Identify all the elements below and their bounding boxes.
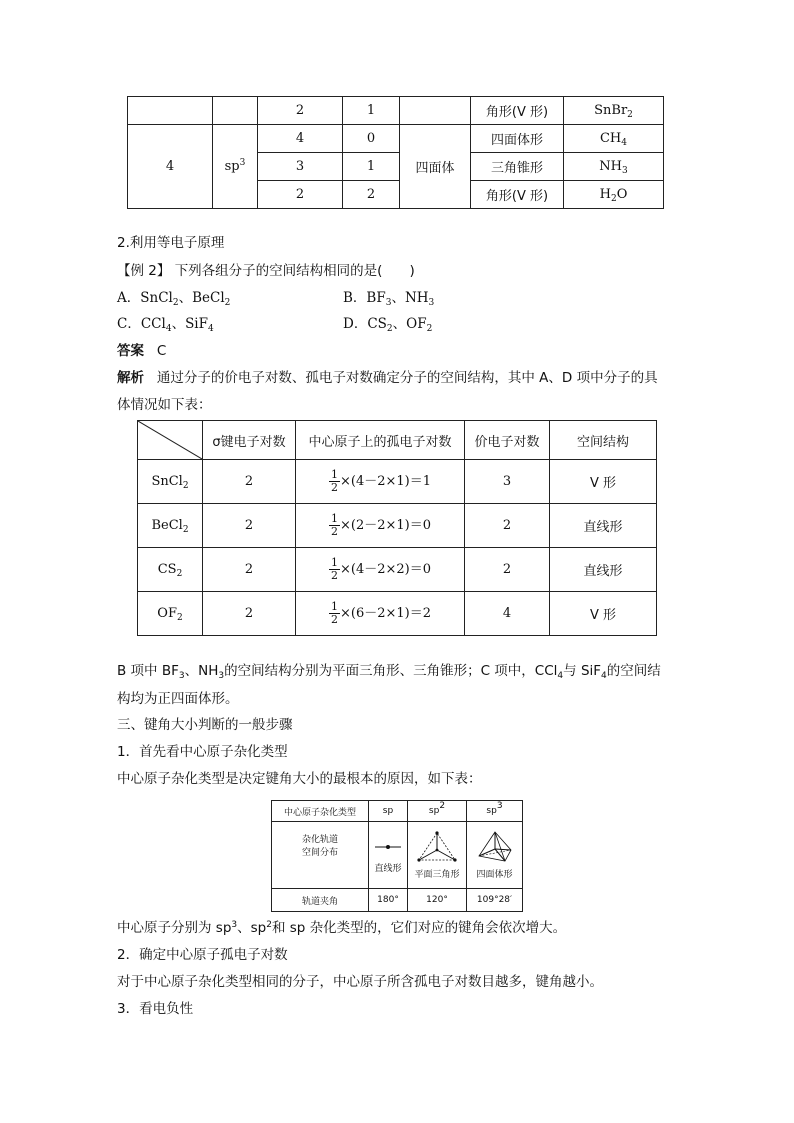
formula-cell: $\frac{1}{2}$ ×(4－2×1)＝1	[296, 460, 465, 504]
column-header: sp	[369, 801, 408, 822]
table-cell: 角形(V 形)	[471, 181, 564, 209]
molecule-cell: SnCl$_2$	[138, 460, 203, 504]
table-cell: 直线形	[550, 548, 657, 592]
step-heading: 2．确定中心原子孤电子对数	[117, 947, 288, 963]
trigonal-planar-icon	[414, 830, 460, 864]
table-cell: 109°28′	[467, 889, 523, 912]
table-row	[272, 889, 523, 912]
shape-cell: 平面三角形	[408, 822, 467, 889]
molecule-cell: $CS_2$	[138, 548, 203, 592]
question-text: 下列各组分子的空间结构相同的是( )	[174, 263, 415, 279]
table-cell: $NH_3$	[564, 153, 664, 181]
column-header: σ键电子对数	[203, 421, 296, 460]
shape-cell: 直线形	[369, 822, 408, 889]
column-header: 价电子对数	[465, 421, 550, 460]
analysis-line-2: 体情况如下表：	[117, 397, 212, 413]
table-cell: 1	[343, 153, 400, 181]
example-tag: 【例 2】	[117, 263, 171, 279]
table-cell: 2	[343, 181, 400, 209]
option-a: A．SnCl$_2$、BeCl$_2$	[117, 290, 231, 308]
table-cell: 三角锥形	[471, 153, 564, 181]
formula-cell: $\frac{1}{2}$ ×(2－2×1)＝0	[296, 504, 465, 548]
table-cell: 0	[343, 125, 400, 153]
option-d: D．$CS_2$、$OF_2$	[343, 316, 433, 334]
answer-label: 答案	[117, 343, 144, 359]
table-cell: 2	[258, 97, 343, 125]
tetrahedral-icon	[475, 830, 515, 864]
conclusion-line-1: B 项中 $BF_3$、$NH_3$的空间结构分别为平面三角形、三角锥形；C 项中，CCl$_4$与 SiF$_4$的空间结	[117, 663, 661, 681]
table-header-row	[272, 801, 523, 822]
table-cell: 四面体形	[471, 125, 564, 153]
table-cell: 3	[258, 153, 343, 181]
section-heading: 2.利用等电子原理	[117, 235, 225, 251]
table-row	[128, 125, 664, 153]
table-cell: 2	[465, 548, 550, 592]
table-row	[138, 548, 657, 592]
table-cell: 直线形	[550, 504, 657, 548]
step-text: 中心原子杂化类型是决定键角大小的最根本的原因，如下表：	[117, 771, 482, 787]
table-cell: 2	[465, 504, 550, 548]
hybridization-table	[127, 96, 664, 209]
option-c: C．CCl$_4$、SiF$_4$	[117, 316, 214, 334]
table-cell: 120°	[408, 889, 467, 912]
table-cell: 2	[203, 548, 296, 592]
table-cell: SnBr$_2$	[564, 97, 664, 125]
analysis-label: 解析	[117, 370, 144, 386]
table-cell	[400, 97, 471, 125]
table-cell: 2	[258, 181, 343, 209]
hybrid-orbital-table	[271, 800, 523, 912]
row-label: 轨道夹角	[272, 889, 369, 912]
table-cell: V 形	[550, 460, 657, 504]
analysis-line-1: 解析 通过分子的价电子对数、孤电子对数确定分子的空间结构，其中 A、D 项中分子的具	[117, 370, 658, 386]
example-question	[117, 261, 415, 281]
step-heading: 1．首先看中心原子杂化类型	[117, 744, 288, 760]
step-text: 对于中心原子杂化类型相同的分子，中心原子所含孤电子对数目越多，键角越小。	[117, 974, 603, 990]
table-row	[128, 97, 664, 125]
table-cell: 角形(V 形)	[471, 97, 564, 125]
formula-cell: $\frac{1}{2}$ ×(6－2×1)＝2	[296, 592, 465, 636]
table-cell: 四面体	[400, 125, 471, 209]
table-cell: 3	[465, 460, 550, 504]
section-heading: 三、键角大小判断的一般步骤	[117, 717, 293, 733]
table-cell: $H_2O$	[564, 181, 664, 209]
table-cell: V 形	[550, 592, 657, 636]
table-cell: 4	[128, 125, 213, 209]
table-cell: 4	[258, 125, 343, 153]
molecule-cell: BeCl$_2$	[138, 504, 203, 548]
linear-orbital-icon	[373, 836, 403, 858]
table-cell: $sp^3$	[213, 125, 258, 209]
table-cell: 2	[203, 504, 296, 548]
table-header-row	[138, 421, 657, 460]
diagonal-line	[138, 421, 202, 459]
table-cell: 4	[465, 592, 550, 636]
table-row	[138, 460, 657, 504]
table-cell	[128, 97, 213, 125]
table-cell: 2	[203, 460, 296, 504]
table-row	[272, 822, 523, 889]
option-b: B．$BF_3$、$NH_3$	[343, 290, 435, 308]
table-row	[138, 504, 657, 548]
formula-cell: $\frac{1}{2}$ ×(4－2×2)＝0	[296, 548, 465, 592]
table-cell	[213, 97, 258, 125]
molecule-cell: $OF_2$	[138, 592, 203, 636]
table-cell: 180°	[369, 889, 408, 912]
table-row	[138, 592, 657, 636]
column-header: 空间结构	[550, 421, 657, 460]
column-header: 中心原子上的孤电子对数	[296, 421, 465, 460]
row-label: 杂化轨道 空间分布	[272, 822, 369, 889]
analysis-table	[137, 420, 657, 636]
conclusion-line-2: 构均为正四面体形。	[117, 691, 239, 707]
column-header: 中心原子杂化类型	[272, 801, 369, 822]
step-heading: 3．看电负性	[117, 1001, 194, 1017]
table-cell: 2	[203, 592, 296, 636]
table-cell: 1	[343, 97, 400, 125]
diagonal-header-cell	[138, 421, 203, 460]
answer	[117, 341, 166, 361]
column-header: $sp^2$	[408, 801, 467, 822]
answer-value: C	[156, 343, 167, 359]
table-cell: $CH_4$	[564, 125, 664, 153]
column-header: $sp^3$	[467, 801, 523, 822]
shape-cell: 四面体形	[467, 822, 523, 889]
step1-conclusion: 中心原子分别为 $sp^3$、$sp^2$和 sp 杂化类型的，它们对应的键角会依次增大。	[117, 920, 567, 936]
